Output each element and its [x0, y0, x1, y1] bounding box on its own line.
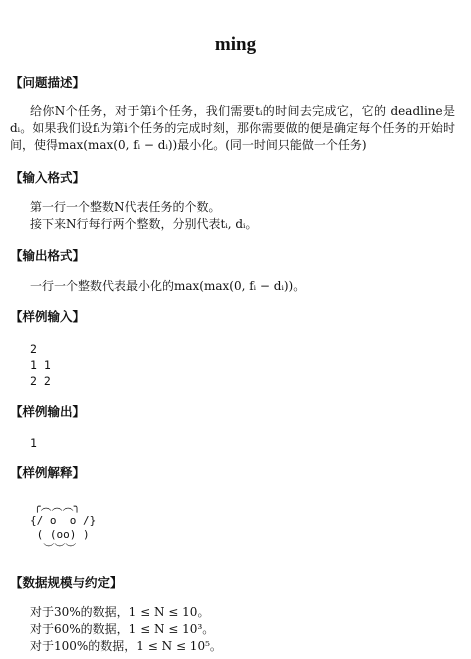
sample-input-line: 2 [30, 342, 37, 356]
ascii-art-line: ︶︶︶ [30, 542, 77, 555]
sample-input-line: 1 1 [30, 358, 51, 372]
description-heading: 【问题描述】 [10, 75, 86, 90]
input-format-line-1: 第一行一个整数N代表任务的个数。 [30, 200, 221, 214]
ascii-pig-art [30, 499, 110, 559]
description-text: 给你N个任务，对于第i个任务，我们需要tᵢ的时间去完成它，它的 deadline是dᵢ。如果我们设fᵢ为第i个任务的完成时刻，那你需要做的便是确定每个任务的开始时间，使得max(max(0, fᵢ − dᵢ))最小化。(同一时间只能做一个任务) [10, 104, 455, 152]
output-format-text: 一行一个整数代表最小化的max(max(0, fᵢ − dᵢ))。 [30, 279, 306, 293]
sample-output-heading: 【样例输出】 [10, 404, 86, 419]
sample-input-heading: 【样例输入】 [10, 309, 86, 324]
sample-explanation-heading: 【样例解释】 [10, 465, 86, 480]
ascii-art-line: {/ o o /} [30, 514, 97, 527]
input-format-heading: 【输入格式】 [10, 170, 86, 185]
output-format-heading: 【输出格式】 [10, 248, 86, 263]
ascii-art-line: ╭︵︵︵╮ [34, 500, 81, 513]
problem-title: ming [214, 34, 257, 55]
ascii-art-line: ( (oo) ) [30, 528, 90, 541]
constraint-line: 对于100%的数据，1 ≤ N ≤ 10⁵。 [30, 639, 222, 653]
constraints-heading: 【数据规模与约定】 [10, 575, 123, 590]
constraint-line: 对于60%的数据，1 ≤ N ≤ 10³。 [30, 622, 215, 636]
constraint-line: 对于30%的数据，1 ≤ N ≤ 10。 [30, 605, 210, 619]
sample-output-line: 1 [30, 436, 37, 450]
input-format-line-2: 接下来N行每行两个整数，分别代表tᵢ, dᵢ。 [30, 217, 258, 231]
sample-input-line: 2 2 [30, 374, 51, 388]
